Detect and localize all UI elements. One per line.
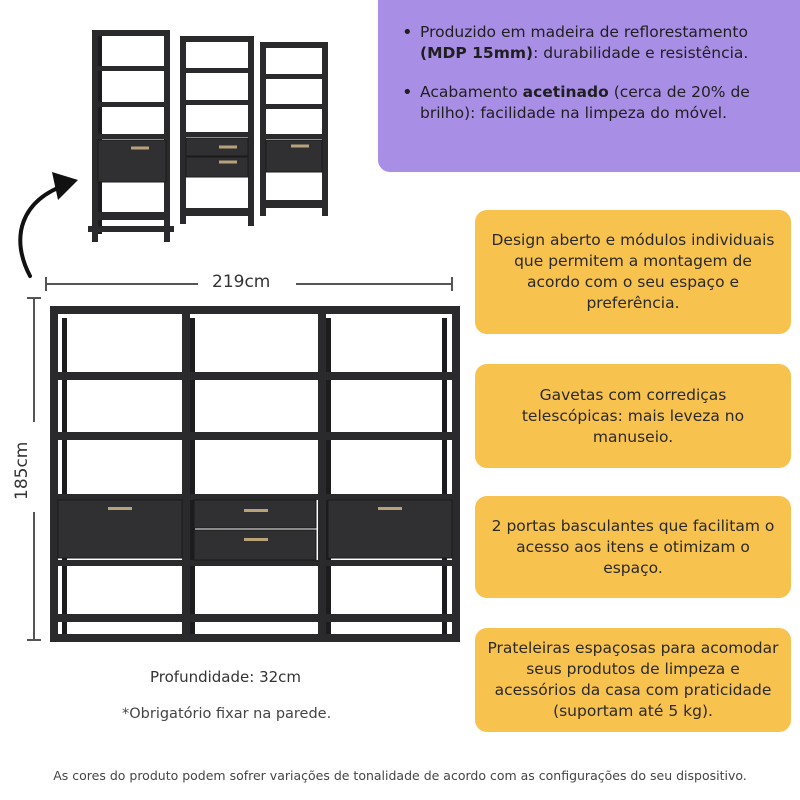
curved-arrow-icon: [20, 172, 78, 276]
info-bullet: • Acabamento acetinado (cerca de 20% de brilho): facilidade na limpeza do móvel.: [402, 82, 790, 124]
height-label: 185cm: [12, 441, 32, 500]
feature-text: Prateleiras espaçosas para acomodar seus produtos de limpeza e acessórios da casa com praticidade (suportam até 5 kg).: [487, 639, 779, 720]
large-shelf-assembly: [50, 306, 460, 642]
feature-text: Gavetas com corrediças telescópicas: mais leveza no manuseio.: [521, 385, 745, 446]
wall-note: *Obrigatório fixar na parede.: [122, 706, 332, 722]
info-bullet: • Produzido em madeira de reflorestamento (MDP 15mm): durabilidade e resistência.: [402, 22, 790, 64]
small-module-right: [260, 42, 328, 216]
color-disclaimer: As cores do produto podem sofrer variações de tonalidade de acordo com as configurações do seu dispositivo.: [53, 768, 747, 783]
depth-label: Profundidade: 32cm: [150, 668, 302, 686]
feature-text: 2 portas basculantes que facilitam o acesso aos itens e otimizam o espaço.: [491, 516, 775, 577]
width-label: 219cm: [212, 272, 271, 292]
small-module-left: [88, 30, 174, 242]
feature-text: Design aberto e módulos individuais que permitem a montagem de acordo com o seu espaço e preferência.: [491, 231, 775, 312]
small-module-middle: [180, 36, 254, 226]
